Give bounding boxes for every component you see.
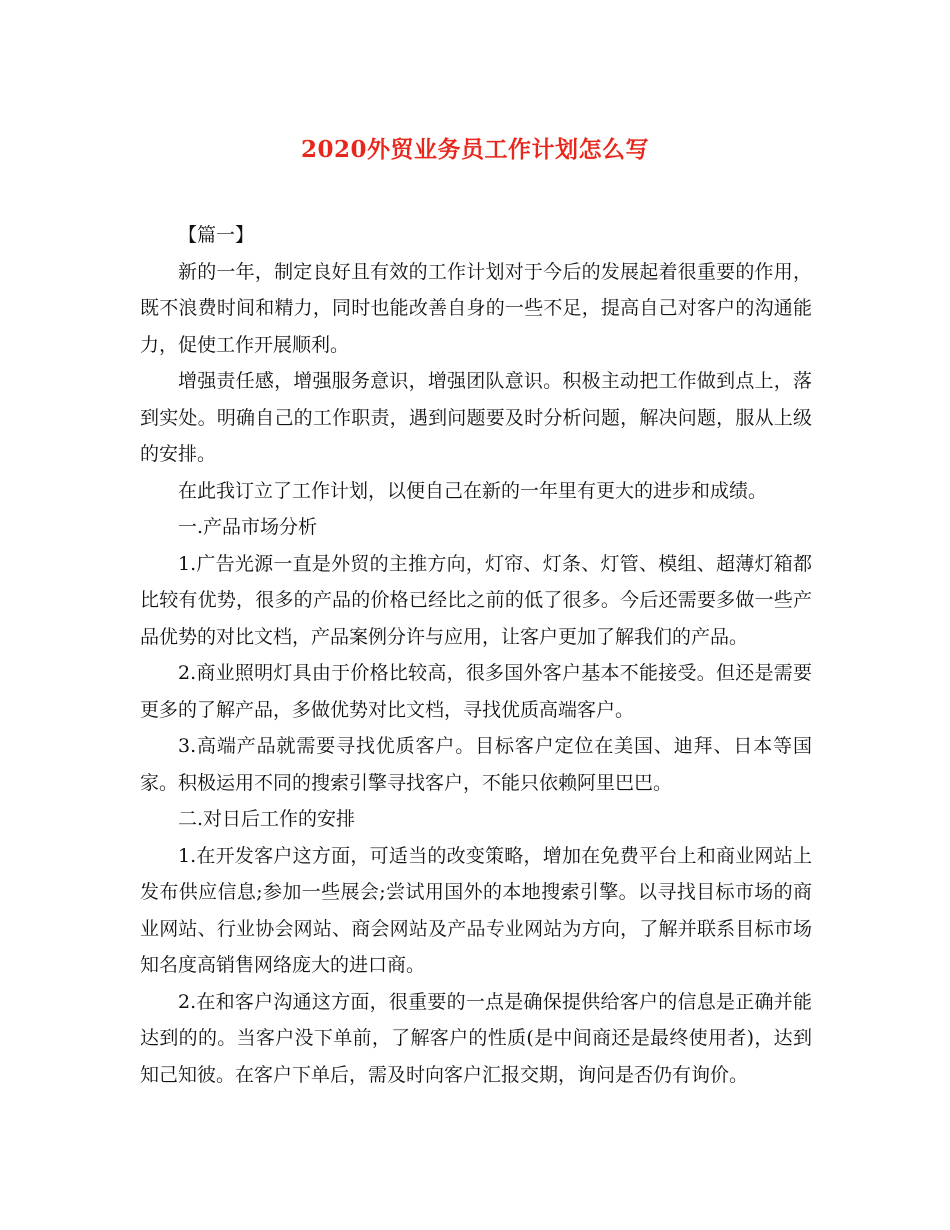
paragraph: 增强责任感，增强服务意识，增强团队意识。积极主动把工作做到点上，落到实处。明确自己的工作职责，遇到问题要及时分析问题，解决问题，服从上级的安排。 — [140, 370, 812, 465]
list-item: 2.商业照明灯具由于价格比较高，很多国外客户基本不能接受。但还是需要更多的了解产品，多做优势对比文档，寻找优质高端客户。 — [140, 662, 812, 721]
section-heading-work-arrangement: 二.对日后工作的安排 — [178, 808, 356, 830]
section-heading-market-analysis: 一.产品市场分析 — [178, 516, 318, 538]
section-heading-part-one: 【篇一】 — [178, 224, 255, 246]
paragraph: 在此我订立了工作计划，以便自己在新的一年里有更大的进步和成绩。 — [178, 479, 768, 502]
list-item: 1.广告光源一直是外贸的主推方向，灯帘、灯条、灯管、模组、超薄灯箱都比较有优势，很多的产品的价格已经比之前的低了很多。今后还需要多做一些产品优势的对比文档，产品案例分许与应用，让客户更加了解我们的产品。 — [140, 552, 812, 648]
paragraph: 新的一年，制定良好且有效的工作计划对于今后的发展起着很重要的作用，既不浪费时间和精力，同时也能改善自身的一些不足，提高自己对客户的沟通能力，促使工作开展顺利。 — [140, 260, 812, 356]
document-body — [140, 217, 812, 1093]
list-item: 1.在开发客户这方面，可适当的改变策略，增加在免费平台上和商业网站上发布供应信息;参加一些展会;尝试用国外的本地搜索引擎。以寻找目标市场的商业网站、行业协会网站、商会网站及产品专业网站为方向，了解并联系目标市场知名度高销售网络庞大的进口商。 — [140, 844, 812, 976]
document-title: 2020外贸业务员工作计划怎么写 — [300, 136, 649, 163]
list-item: 3.高端产品就需要寻找优质客户。目标客户定位在美国、迪拜、日本等国家。积极运用不同的搜索引擎寻找客户，不能只依赖阿里巴巴。 — [140, 735, 812, 794]
list-item: 2.在和客户沟通这方面，很重要的一点是确保提供给客户的信息是正确并能达到的的。当客户没下单前，了解客户的性质(是中间商还是最终使用者)，达到知己知彼。在客户下单后，需及时向客户汇报交期，询问是否仍有询价。 — [140, 990, 812, 1086]
